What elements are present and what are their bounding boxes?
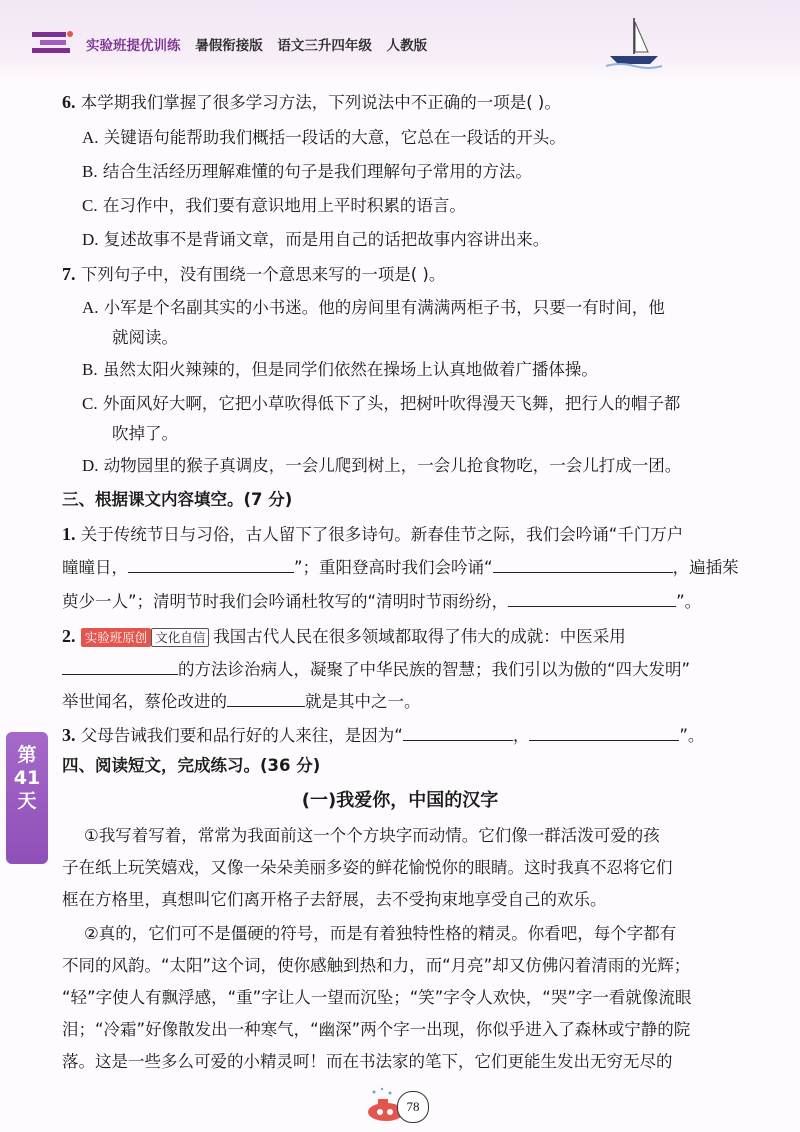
q6-option-d: D. 复述故事不是背诵文章，而是用自己的话把故事内容讲出来。 [82, 230, 550, 249]
q7-stem-text: 下列句子中，没有围绕一个意思来写的一项是( )。 [80, 265, 446, 284]
q6-option-a: A. 关键语句能帮助我们概括一段话的大意，它总在一段话的开头。 [82, 128, 566, 147]
series-logo-icon [30, 28, 74, 58]
blank-2-2[interactable] [227, 688, 305, 707]
page-header [0, 0, 800, 82]
fill-1-line-2: 曈曈日， ”；重阳登高时我们会吟诵“ ，遍插茱 [62, 554, 739, 580]
q7-option-a-cont: 就阅读。 [112, 328, 178, 347]
fill-3-line: 3. 父母告诫我们要和品行好的人来往，是因为“ ， ”。 [62, 722, 704, 748]
q7-option-c-cont: 吹掉了。 [112, 424, 178, 443]
blank-1-3[interactable] [508, 588, 676, 607]
q7-stem [62, 262, 445, 287]
q7-number: 7. [62, 264, 76, 284]
culture-badge: 文化自信 [151, 628, 209, 647]
q7-option-b: B. 虽然太阳火辣辣的，但是同学们依然在操场上认真地做着广播体操。 [82, 360, 598, 379]
q6-stem [62, 90, 561, 115]
passage-line: 框在方格里，真想叫它们离开格子去舒展，去不受拘束地享受自己的欢乐。 [62, 890, 607, 909]
fill-1-line-3: 萸少一人”；清明节时我们会吟诵杜牧写的“清明时节雨纷纷， ”。 [62, 588, 701, 614]
passage-line: 不同的风韵。“太阳”这个词，使你感触到热和力，而“月亮”却又仿佛闪着清雨的光辉； [62, 956, 691, 975]
day-side-tab: 第41天 [6, 732, 48, 864]
passage-line: ②真的，它们可不是僵硬的符号，而是有着独特性格的精灵。你看吧，每个字都有 [84, 924, 677, 943]
q6-stem-text: 本学期我们掌握了很多学习方法，下列说法中不正确的一项是( )。 [80, 93, 561, 112]
blank-1-2[interactable] [493, 554, 673, 573]
header-title [86, 34, 437, 54]
blank-1-1[interactable] [128, 554, 294, 573]
fill-1-line-1: 1. 关于传统节日与习俗，古人留下了很多诗句。新春佳节之际，我们会吟诵“千门万户 [62, 524, 684, 544]
q7-option-a: A. 小军是个名副其实的小书迷。他的房间里有满满两柜子书，只要一有时间，他 [82, 298, 665, 317]
q6-option-b: B. 结合生活经历理解难懂的句子是我们理解句子常用的方法。 [82, 162, 532, 181]
header-grade: 语文三升四年级 [277, 38, 372, 54]
blank-3-2[interactable] [529, 722, 679, 741]
fill-2-line-2: 的方法诊治病人，凝聚了中华民族的智慧；我们引以为傲的“四大发明” [62, 656, 690, 682]
header-publisher: 人教版 [386, 38, 428, 54]
passage-line: 泪；“冷霜”好像散发出一种寒气，“幽深”两个字一出现，你似乎进入了森林或宁静的院 [62, 1020, 691, 1039]
header-edition: 暑假衔接版 [195, 38, 263, 54]
page-number: 78 [397, 1091, 429, 1123]
passage-title: (一)我爱你，中国的汉字 [301, 790, 499, 811]
fill-2-line-1: 2. 实验班原创 文化自信 我国古代人民在很多领域都取得了伟大的成就：中医采用 [62, 626, 626, 646]
section-4-title: 四、阅读短文，完成练习。(36 分) [62, 756, 321, 775]
header-brand: 实验班提优训练 [86, 38, 181, 54]
passage-line: 子在纸上玩笑嬉戏，又像一朵朵美丽多姿的鲜花愉悦你的眼睛。这时我真不忍将它们 [62, 858, 673, 877]
sailboat-icon [604, 14, 664, 72]
blank-3-1[interactable] [403, 722, 513, 741]
q6-option-c: C. 在习作中，我们要有意识地用上平时积累的语言。 [82, 196, 466, 215]
q7-option-c: C. 外面风好大啊，它把小草吹得低下了头，把树叶吹得漫天飞舞，把行人的帽子都 [82, 394, 681, 413]
original-badge: 实验班原创 [81, 628, 152, 647]
fill-2-line-3: 举世闻名，蔡伦改进的 就是其中之一。 [62, 688, 421, 714]
passage-line: ①我写着写着，常常为我面前这一个个方块字而动情。它们像一群活泼可爱的孩 [84, 826, 660, 845]
blank-2-1[interactable] [62, 656, 178, 675]
passage-line: “轻”字使人有飘浮感，“重”字让人一望而沉坠；“笑”字令人欢快，“哭”字一看就像流眼 [62, 988, 692, 1007]
q7-option-d: D. 动物园里的猴子真调皮，一会儿爬到树上，一会儿抢食物吃，一会儿打成一团。 [82, 456, 682, 475]
passage-line: 落。这是一些多么可爱的小精灵呵！而在书法家的笔下，它们更能生发出无穷无尽的 [62, 1052, 673, 1071]
section-3-title: 三、根据课文内容填空。(7 分) [62, 490, 293, 509]
q6-number: 6. [62, 92, 76, 112]
